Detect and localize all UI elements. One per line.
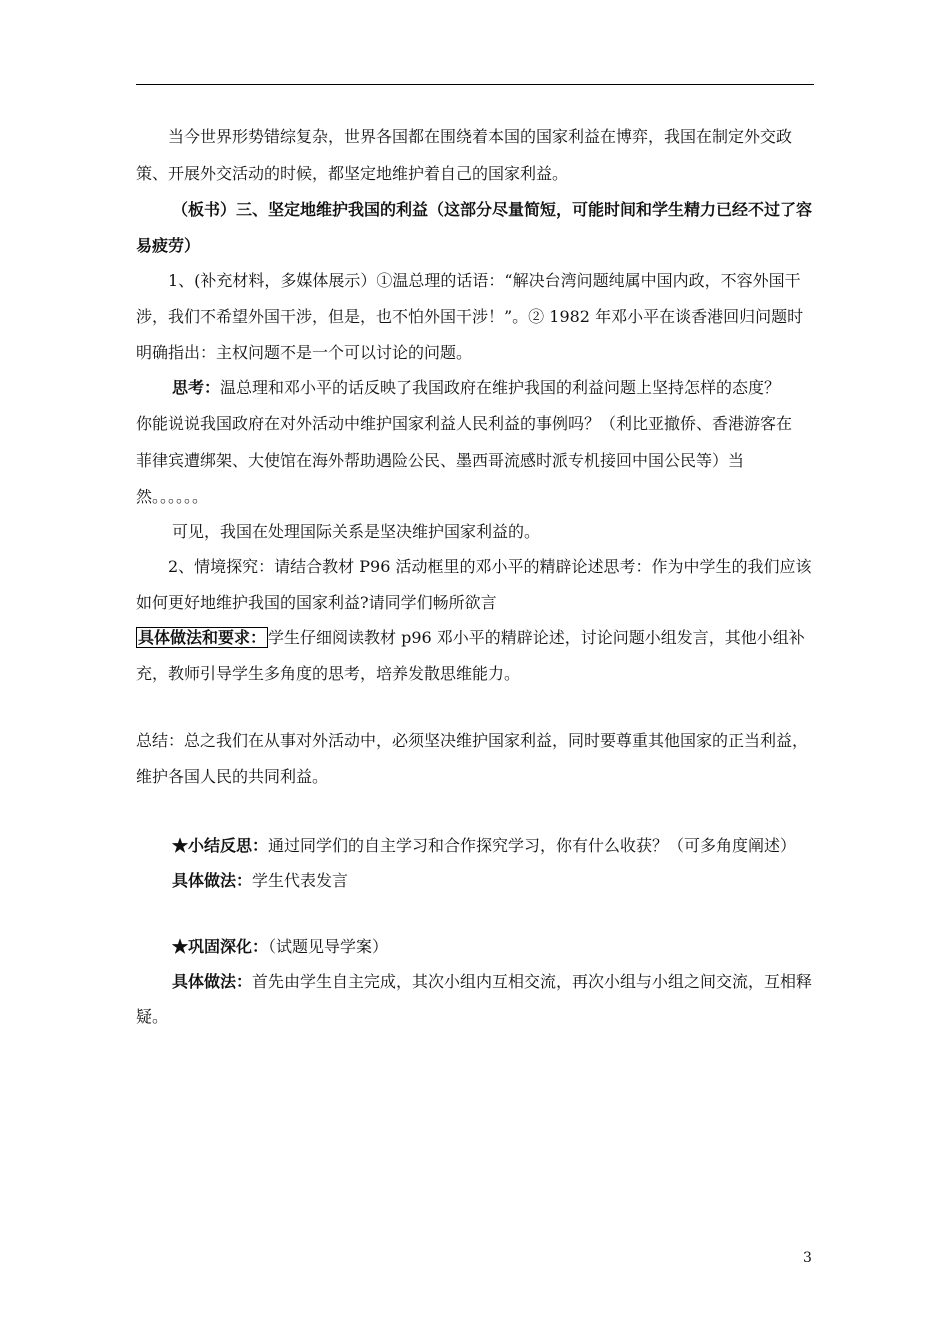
method-text: 学生仔细阅读教材 p96 邓小平的精辟论述，讨论问题小组发言，其他小组补 xyxy=(268,628,805,647)
reflect-label: ★小结反思： xyxy=(172,836,269,855)
think-line1 xyxy=(172,378,780,398)
think-text: 温总理和邓小平的话反映了我国政府在维护我国的利益问题上坚持怎样的态度？ xyxy=(220,378,781,397)
section-heading-line1: （板书）三、坚定地维护我国的利益（这部分尽量简短，可能时间和学生精力已经不过了容 xyxy=(172,200,813,219)
reflect-method-line xyxy=(172,871,348,891)
reflect-method-label: 具体做法： xyxy=(172,871,253,890)
reflect-text: 通过同学们的自主学习和合作探究学习，你有什么收获？（可多角度阐述） xyxy=(268,836,797,855)
item1-line3: 明确指出：主权问题不是一个可以讨论的问题。 xyxy=(136,343,473,362)
consolidate-text: （试题见导学案） xyxy=(268,937,389,956)
think-line4: 然。。。。。。 xyxy=(136,487,209,506)
header-rule xyxy=(136,84,814,85)
para-intro-line2: 策、开展外交活动的时候，都坚定地维护着自己的国家利益。 xyxy=(136,164,569,183)
consolidate-line xyxy=(172,937,388,957)
page-number: 3 xyxy=(803,1250,812,1266)
reflect-line xyxy=(172,836,796,856)
section-heading-line2: 易疲劳） xyxy=(136,236,201,255)
consolidate-method-line1 xyxy=(172,972,812,992)
summary-line1: 总结：总之我们在从事对外活动中，必须坚决维护国家利益，同时要尊重其他国家的正当利益， xyxy=(136,731,809,750)
method-line1 xyxy=(136,628,805,648)
summary-line2: 维护各国人民的共同利益。 xyxy=(136,767,329,786)
method-label-box: 具体做法和要求： xyxy=(138,628,267,647)
think-label: 思考： xyxy=(172,378,221,397)
consolidate-method-line2: 疑。 xyxy=(136,1007,169,1026)
consolidate-method-text: 首先由学生自主完成，其次小组内互相交流，再次小组与小组之间交流，互相释 xyxy=(252,972,813,991)
item1-line2: 涉，我们不希望外国干涉，但是，也不怕外国干涉！”。② 1982 年邓小平在谈香港回归问题时 xyxy=(136,307,804,326)
item2-line1: 2、情境探究：请结合教材 P96 活动框里的邓小平的精辟论述思考：作为中学生的我们应该 xyxy=(168,557,812,576)
think-line3: 菲律宾遭绑架、大使馆在海外帮助遇险公民、墨西哥流感时派专机接回中国公民等）当 xyxy=(136,451,745,470)
consolidate-label: ★巩固深化： xyxy=(172,937,269,956)
method-line2: 充，教师引导学生多角度的思考，培养发散思维能力。 xyxy=(136,664,521,683)
conclusion-line: 可见，我国在处理国际关系是坚决维护国家利益的。 xyxy=(172,522,541,541)
reflect-method-text: 学生代表发言 xyxy=(252,871,349,890)
think-line2: 你能说说我国政府在对外活动中维护国家利益人民利益的事例吗？（利比亚撤侨、香港游客在 xyxy=(136,414,793,433)
para-intro-line1: 当今世界形势错综复杂，世界各国都在围绕着本国的国家利益在博弈，我国在制定外交政 xyxy=(168,127,793,146)
item2-line2: 如何更好地维护我国的国家利益?请同学们畅所欲言 xyxy=(136,593,497,612)
consolidate-method-label: 具体做法： xyxy=(172,972,253,991)
item1-line1: 1、(补充材料，多媒体展示）①温总理的话语：“解决台湾问题纯属中国内政，不容外国干 xyxy=(168,271,801,290)
